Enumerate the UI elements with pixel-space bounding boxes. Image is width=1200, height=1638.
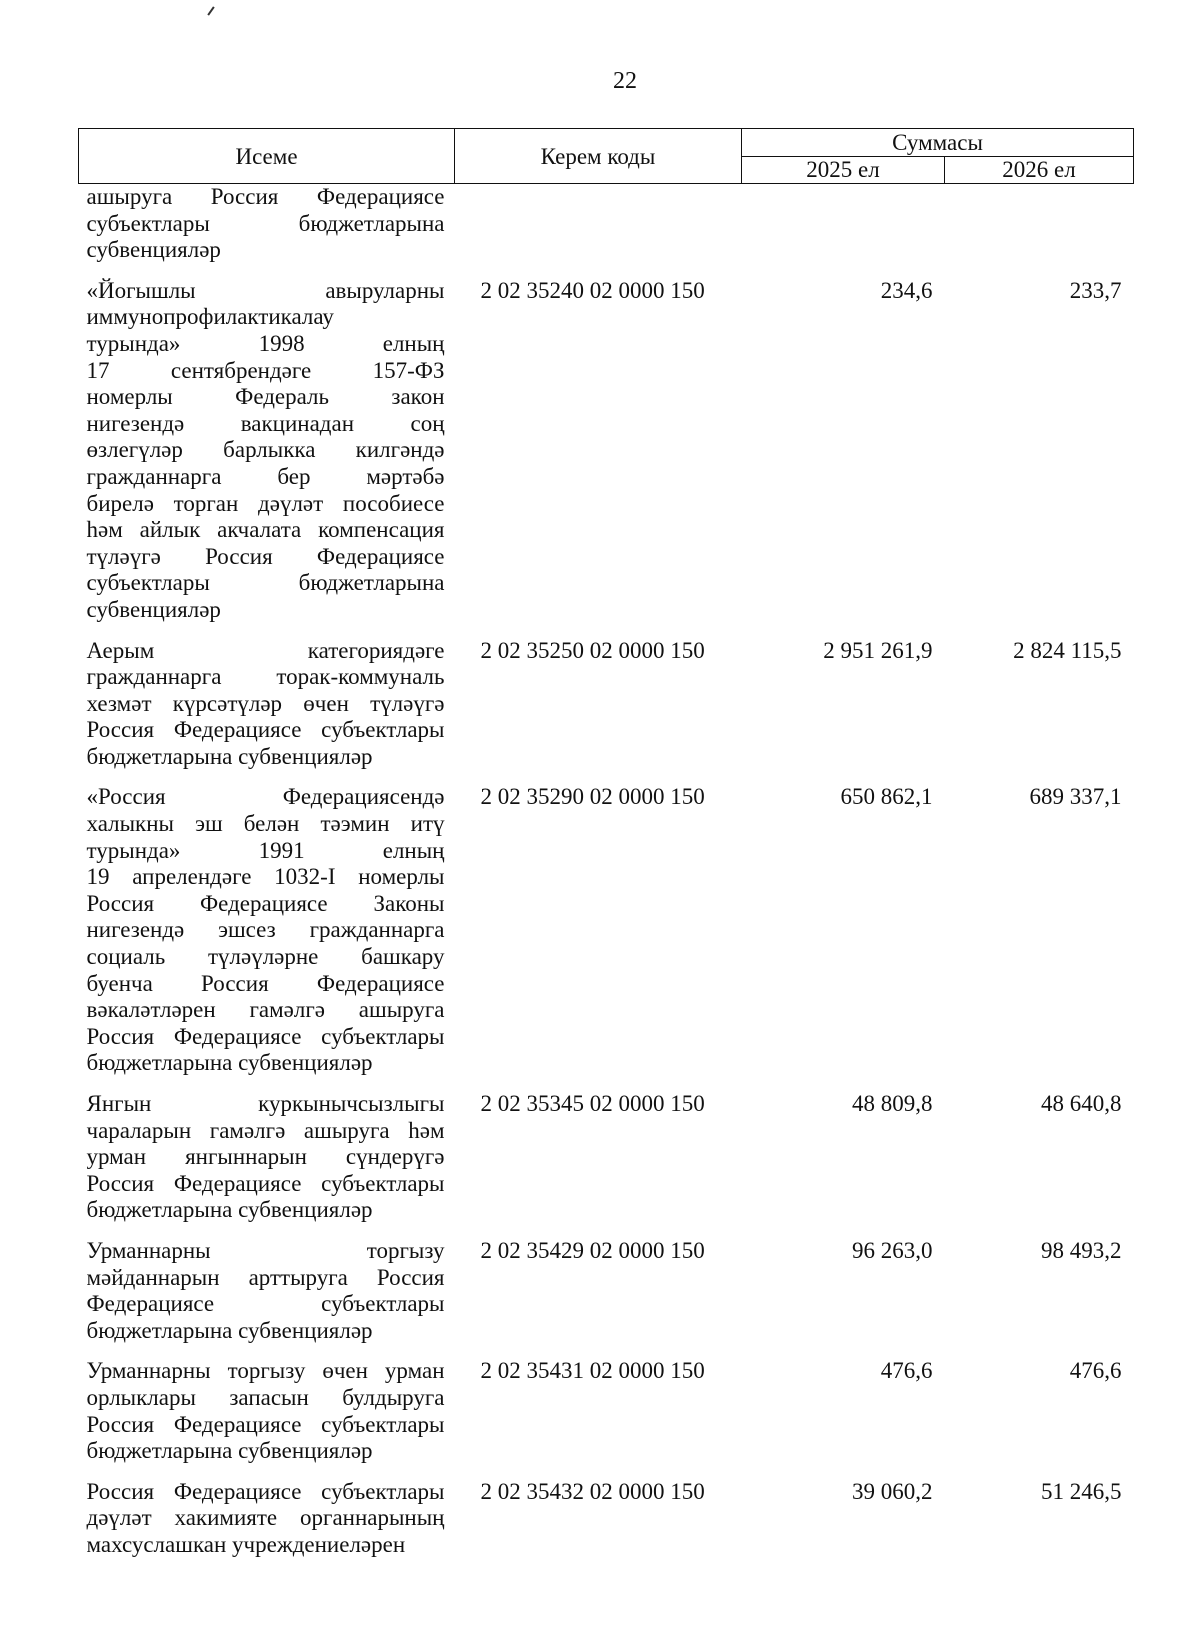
row-name — [79, 638, 455, 785]
table-row — [79, 638, 1134, 785]
row-amount-2025: 48 809,8 — [852, 1091, 933, 1116]
table-row — [79, 1238, 1134, 1358]
row-code: 2 02 35345 02 0000 150 — [480, 1091, 705, 1116]
row-name-line: иммунопрофилактикалау — [86, 304, 334, 330]
row-name-line: субвенцияләр — [86, 237, 221, 263]
row-amount-2025: 234,6 — [880, 277, 933, 303]
row-name-line: социаль түләүләрне башкару — [86, 944, 445, 970]
row-name — [79, 1238, 455, 1358]
row-name-line: гражданнарга бер мәртәбә — [86, 463, 445, 489]
row-amount-2026: 233,7 — [1069, 277, 1122, 303]
row-name-line: бюджетларына субвенцияләр — [86, 1317, 373, 1343]
row-name-line: бюджетларына субвенцияләр — [86, 1197, 373, 1223]
row-name-line: нигезендә вакцинадан соң — [86, 410, 445, 436]
row-name-line: Россия Федерациясе субъектлары — [86, 1023, 445, 1049]
row-name-line: Урманнарны торгызу — [86, 1237, 445, 1263]
row-name-line: өзлегүләр барлыкка килгәндә — [86, 437, 445, 463]
row-name-line: хезмәт күрсәтүләр өчен түләүгә — [86, 690, 445, 716]
row-name-line: турында» 1991 елның — [86, 837, 445, 863]
row-name-line: дәүләт хакимияте органнарының — [86, 1505, 445, 1531]
header-amounts: Суммасы — [742, 129, 1134, 157]
row-amount-2026: 98 493,2 — [1041, 1237, 1122, 1263]
row-name-line: «Россия Федерациясендә — [86, 784, 445, 810]
row-code: 2 02 35429 02 0000 150 — [480, 1237, 705, 1263]
row-amount-2026: 689 337,1 — [1029, 784, 1122, 810]
page-number: 22 — [613, 68, 637, 94]
row-name-line: турында» 1998 елның — [86, 330, 445, 356]
row-name-line: Урманнарны торгызу өчен урман — [86, 1358, 445, 1384]
row-name-line: субъектлары бюджетларына — [86, 570, 445, 596]
row-amount-2025: 650 862,1 — [840, 784, 933, 810]
row-name-line: махсуслашкан учреждениеләрен — [86, 1531, 406, 1557]
row-name-line: Россия Федерациясе Законы — [86, 890, 445, 916]
row-name-line: Аерым категориядәге — [86, 637, 445, 663]
row-name-line: Россия Федерациясе субъектлары — [86, 1478, 445, 1504]
row-amount-2025: 2 951 261,9 — [823, 637, 933, 663]
row-code: 2 02 35250 02 0000 150 — [480, 637, 705, 663]
row-name-line: бирелә торган дәүләт пособиесе — [86, 490, 445, 516]
row-name — [79, 784, 455, 1091]
row-code: 2 02 35290 02 0000 150 — [480, 784, 705, 810]
table-row — [79, 1479, 1134, 1573]
row-name-line: чараларын гамәлгә ашыруга һәм — [86, 1117, 445, 1143]
table-row — [79, 784, 1134, 1091]
row-name-line: гражданнарга торак-коммуналь — [86, 664, 445, 690]
row-code — [455, 184, 742, 278]
row-name-line: Янгын куркынычсызлыгы — [86, 1091, 445, 1116]
row-name-line: урман янгыннарын сүндерүгә — [86, 1144, 445, 1170]
row-name — [79, 1479, 455, 1573]
row-name-line: 19 апрелендәге 1032-I номерлы — [86, 864, 445, 890]
row-amount-2026: 51 246,5 — [1041, 1478, 1122, 1504]
header-year-2025: 2025 ел — [742, 156, 945, 184]
row-name-line: Россия Федерациясе субъектлары — [86, 1411, 445, 1437]
row-name-line: бюджетларына субвенцияләр — [86, 743, 373, 769]
row-amount-2025: 96 263,0 — [852, 1237, 933, 1263]
row-amount-2026: 476,6 — [1069, 1358, 1122, 1384]
row-name-line: Россия Федерациясе субъектлары — [86, 1170, 445, 1196]
row-name-line: «Йогышлы авыруларны — [86, 277, 445, 303]
row-name — [79, 184, 455, 278]
header-year-2026: 2026 ел — [945, 156, 1134, 184]
row-amount-2025: 39 060,2 — [852, 1478, 933, 1504]
row-name-line: номерлы Федераль закон — [86, 384, 445, 410]
row-name-line: һәм айлык акчалата компенсация — [86, 517, 445, 543]
table-row — [79, 1358, 1134, 1478]
header-name: Исеме — [79, 129, 455, 184]
row-name-line: нигезендә эшсез гражданнарга — [86, 917, 445, 943]
row-name-line: түләүгә Россия Федерациясе — [86, 543, 445, 569]
table-row — [79, 278, 1134, 638]
row-name-line: бюджетларына субвенцияләр — [86, 1438, 373, 1464]
row-amount-2026 — [945, 184, 1134, 278]
row-code: 2 02 35431 02 0000 150 — [480, 1358, 705, 1384]
row-code: 2 02 35432 02 0000 150 — [480, 1478, 705, 1504]
row-name — [79, 278, 455, 638]
row-name-line: субвенцияләр — [86, 596, 221, 622]
row-amount-2025: 476,6 — [880, 1358, 933, 1384]
scan-mark — [207, 6, 214, 15]
row-name-line: буенча Россия Федерациясе — [86, 970, 445, 996]
row-name — [79, 1358, 455, 1478]
row-code: 2 02 35240 02 0000 150 — [480, 277, 705, 303]
row-name-line: ашыруга Россия Федерациясе — [86, 184, 445, 209]
row-name-line: 17 сентябрендәге 157-ФЗ — [86, 357, 445, 383]
row-amount-2026: 48 640,8 — [1041, 1091, 1122, 1116]
row-name-line: бюджетларына субвенцияләр — [86, 1050, 373, 1076]
row-name — [79, 1091, 455, 1238]
header-code: Керем коды — [455, 129, 742, 184]
table-row — [79, 1091, 1134, 1238]
row-name-line: мәйданнарын арттыруга Россия — [86, 1264, 445, 1290]
budget-table — [78, 128, 1134, 1573]
row-name-line: халыкны эш белән тәэмин итү — [86, 811, 445, 837]
row-amount-2025 — [742, 184, 945, 278]
row-name-line: Федерациясе субъектлары — [86, 1291, 445, 1317]
table-body — [79, 184, 1134, 1573]
row-name-line: субъектлары бюджетларына — [86, 210, 445, 236]
row-name-line: Россия Федерациясе субъектлары — [86, 717, 445, 743]
row-name-line: орлыклары запасын булдыруга — [86, 1384, 445, 1410]
row-amount-2026: 2 824 115,5 — [1013, 637, 1122, 663]
row-name-line: вәкаләтләрен гамәлгә ашыруга — [86, 997, 445, 1023]
table-row — [79, 184, 1134, 278]
